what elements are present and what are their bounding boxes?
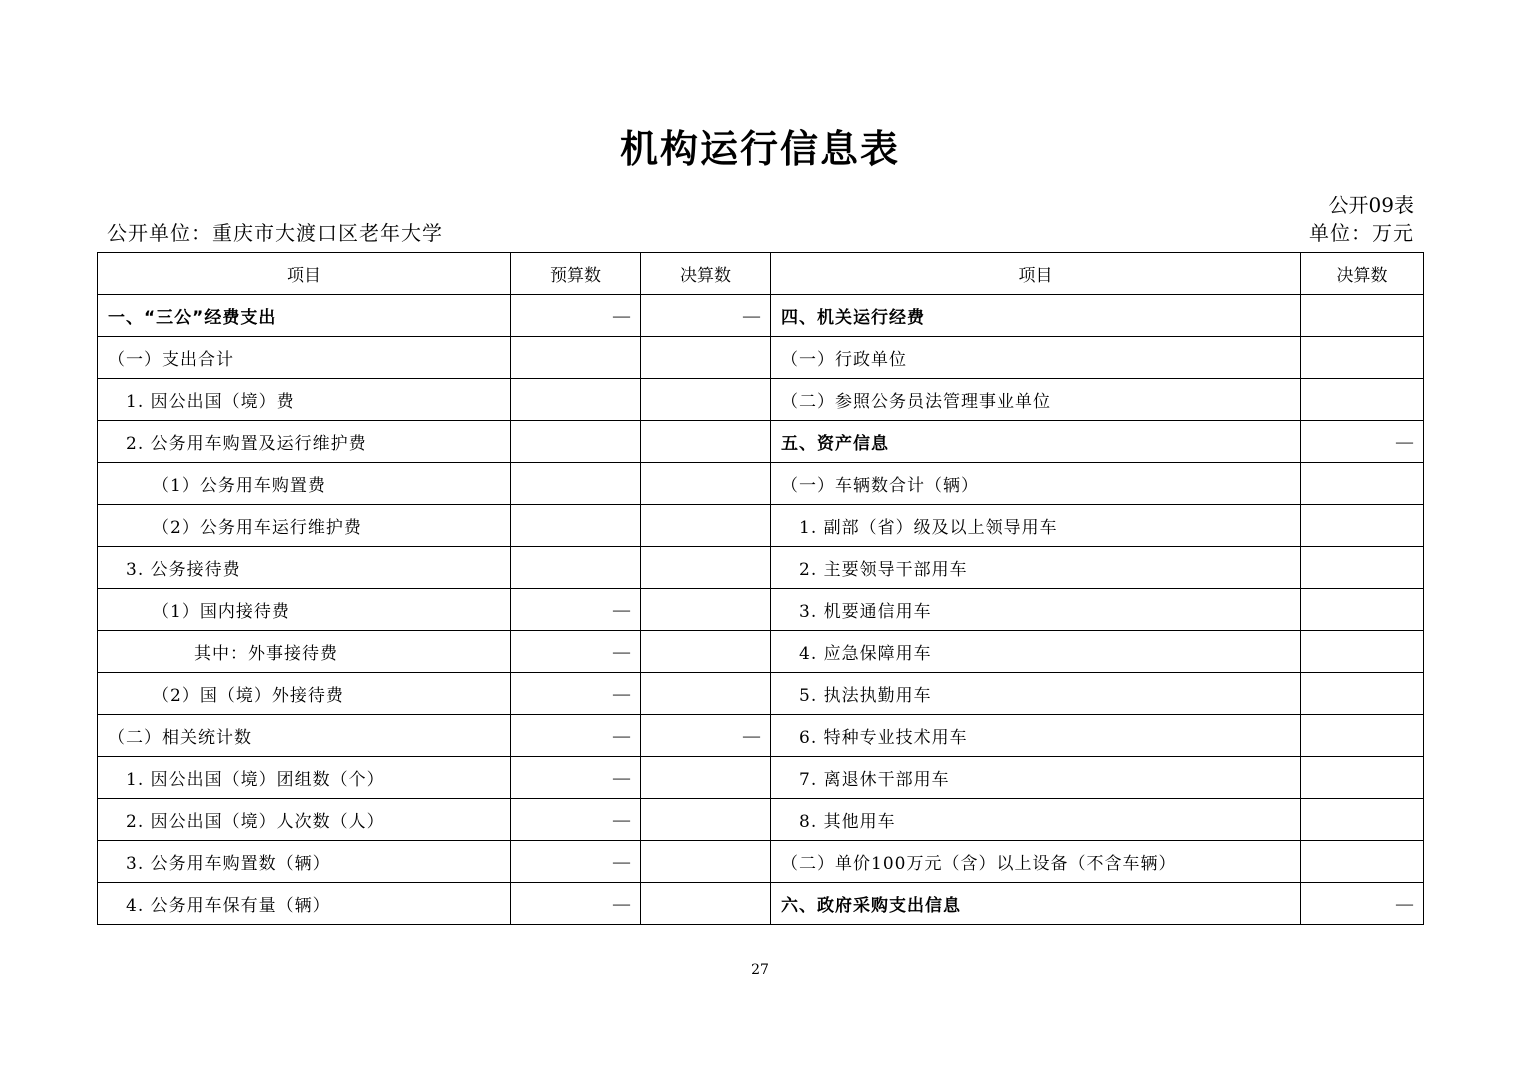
right-item: （一）行政单位 [771, 337, 1301, 379]
right-final-value: — [1301, 883, 1424, 925]
right-final-value [1301, 547, 1424, 589]
right-item: （二）单价100万元（含）以上设备（不含车辆） [771, 841, 1301, 883]
header-right-final: 决算数 [1301, 253, 1424, 295]
table-row [98, 379, 1424, 421]
right-final-value [1301, 505, 1424, 547]
final-value [641, 379, 771, 421]
left-item: 4. 公务用车保有量（辆） [98, 883, 511, 925]
final-value [641, 337, 771, 379]
table-header-row [98, 253, 1424, 295]
left-item: （二）相关统计数 [98, 715, 511, 757]
page-title: 机构运行信息表 [619, 127, 900, 171]
table-row [98, 841, 1424, 883]
info-table [97, 252, 1424, 925]
budget-value: — [511, 295, 641, 337]
table-row [98, 631, 1424, 673]
budget-value: — [511, 841, 641, 883]
budget-value: — [511, 715, 641, 757]
right-item: 四、机关运行经费 [771, 295, 1301, 337]
final-value [641, 547, 771, 589]
right-item: 7. 离退休干部用车 [771, 757, 1301, 799]
right-item: 3. 机要通信用车 [771, 589, 1301, 631]
right-item: 8. 其他用车 [771, 799, 1301, 841]
right-final-value [1301, 799, 1424, 841]
final-value [641, 673, 771, 715]
left-item: 3. 公务用车购置数（辆） [98, 841, 511, 883]
final-value: — [641, 295, 771, 337]
left-item: 1. 因公出国（境）费 [98, 379, 511, 421]
right-final-value [1301, 715, 1424, 757]
left-item: 2. 因公出国（境）人次数（人） [98, 799, 511, 841]
right-item: 6. 特种专业技术用车 [771, 715, 1301, 757]
page-number: 27 [751, 962, 769, 978]
left-item: （一）支出合计 [98, 337, 511, 379]
budget-value [511, 379, 641, 421]
budget-value [511, 463, 641, 505]
right-final-value [1301, 295, 1424, 337]
final-value [641, 799, 771, 841]
table-row [98, 421, 1424, 463]
right-item: 六、政府采购支出信息 [771, 883, 1301, 925]
right-final-value [1301, 589, 1424, 631]
header-left-item: 项目 [98, 253, 511, 295]
table-row [98, 589, 1424, 631]
table-row [98, 463, 1424, 505]
reporting-unit: 公开单位：重庆市大渡口区老年大学 [107, 221, 443, 245]
right-final-value [1301, 337, 1424, 379]
table-row [98, 715, 1424, 757]
budget-value: — [511, 757, 641, 799]
right-item: （一）车辆数合计（辆） [771, 463, 1301, 505]
budget-value: — [511, 673, 641, 715]
right-item: 1. 副部（省）级及以上领导用车 [771, 505, 1301, 547]
left-item: 3. 公务接待费 [98, 547, 511, 589]
final-value [641, 883, 771, 925]
final-value [641, 463, 771, 505]
final-value [641, 841, 771, 883]
final-value [641, 757, 771, 799]
budget-value: — [511, 631, 641, 673]
left-item: 其中：外事接待费 [98, 631, 511, 673]
table-row [98, 337, 1424, 379]
final-value [641, 505, 771, 547]
right-final-value [1301, 463, 1424, 505]
budget-value [511, 547, 641, 589]
final-value: — [641, 715, 771, 757]
final-value [641, 631, 771, 673]
right-item: 4. 应急保障用车 [771, 631, 1301, 673]
budget-value: — [511, 883, 641, 925]
table-row [98, 673, 1424, 715]
right-item: 2. 主要领导干部用车 [771, 547, 1301, 589]
table-row [98, 799, 1424, 841]
table-row [98, 505, 1424, 547]
left-item: （2）国（境）外接待费 [98, 673, 511, 715]
left-item: （2）公务用车运行维护费 [98, 505, 511, 547]
table-row [98, 295, 1424, 337]
table-row [98, 547, 1424, 589]
header-budget: 预算数 [511, 253, 641, 295]
header-right-item: 项目 [771, 253, 1301, 295]
table-row [98, 757, 1424, 799]
right-item: （二）参照公务员法管理事业单位 [771, 379, 1301, 421]
right-final-value [1301, 841, 1424, 883]
right-final-value [1301, 757, 1424, 799]
right-final-value [1301, 631, 1424, 673]
left-item: 1. 因公出国（境）团组数（个） [98, 757, 511, 799]
budget-value [511, 505, 641, 547]
right-item: 5. 执法执勤用车 [771, 673, 1301, 715]
currency-unit: 单位：万元 [1309, 221, 1414, 245]
budget-value [511, 421, 641, 463]
final-value [641, 589, 771, 631]
table-row [98, 883, 1424, 925]
right-item: 五、资产信息 [771, 421, 1301, 463]
budget-value [511, 337, 641, 379]
right-final-value [1301, 673, 1424, 715]
table-number: 公开09表 [1328, 193, 1414, 217]
budget-value: — [511, 589, 641, 631]
left-item: 一、“三公”经费支出 [98, 295, 511, 337]
header-final: 决算数 [641, 253, 771, 295]
final-value [641, 421, 771, 463]
left-item: （1）公务用车购置费 [98, 463, 511, 505]
budget-value: — [511, 799, 641, 841]
left-item: （1）国内接待费 [98, 589, 511, 631]
right-final-value: — [1301, 421, 1424, 463]
right-final-value [1301, 379, 1424, 421]
left-item: 2. 公务用车购置及运行维护费 [98, 421, 511, 463]
